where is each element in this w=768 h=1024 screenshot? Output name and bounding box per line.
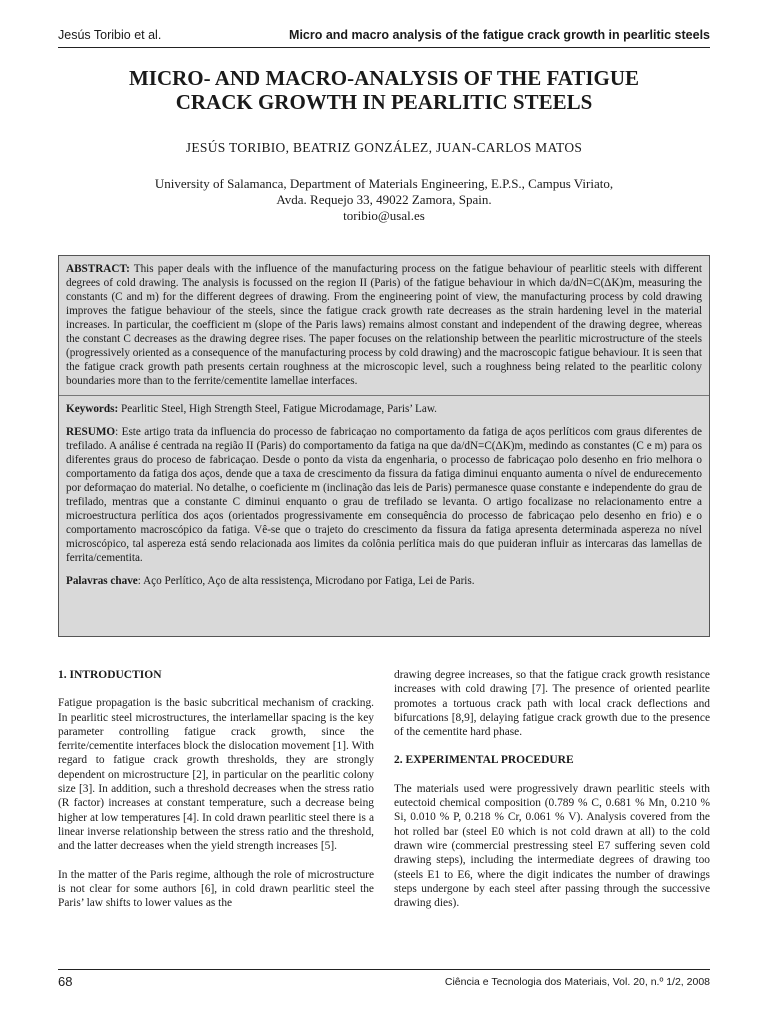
palavras-label: Palavras chave: [66, 575, 138, 587]
author-list: JESÚS TORIBIO, BEATRIZ GONZÁLEZ, JUAN-CARLOS MATOS: [185, 140, 583, 155]
section-heading-experimental: 2. EXPERIMENTAL PROCEDURE: [394, 754, 574, 767]
header-title: Micro and macro analysis of the fatigue crack growth in pearlitic steels: [289, 28, 710, 42]
left-column: [58, 668, 374, 924]
running-header: [58, 28, 710, 46]
title-line-1: MICRO- AND MACRO-ANALYSIS OF THE FATIGUE: [128, 66, 640, 90]
intro-paragraph-1: Fatigue propagation is the basic subcritical mechanism of cracking. In pearlitic steel microstructures, the interlamellar spacing is the key parameter controlling fatigue crack growth, since the ferrite/cementite interfaces block the dislocation movement [1]. With regard to fatigue crack growth thresholds, they are strongly dependent on microstructure [2], in particular on the pearlitic colony size [3]. In addition, such a threshold decreases when the stress ratio (R factor) increases at constant temperature, such a decrease being higher at low temperatures [4]. In cold drawn pearlitic steel there is a linear inverse relationship between the stress ratio and the threshold, and the latter decreases when the yield strength increases [5].: [58, 697, 374, 853]
abstract-label: ABSTRACT:: [66, 263, 130, 275]
resumo-text: : Este artigo trata da influencia do processo de fabricaçao no comportamento da fatiga de aços perlíticos com graus diferentes de trefilado. A análise é centrada na região II (Paris) do comportamento da fatiga na que da/dN=C(ΔK)m, medindo as constantes (C e m) para os diferentes graus do proceso de fabricaçao. Desde o ponto da vista da engenharia, o processo de fabricaçao polo desenho en frio melhora o comportamento da fatiga dos aços, dende que a taxa de crescimento da fissura da fatiga diminui enquanto aumenta o nível de endurecemento por deformaçao do material. No detalhe, o coeficiente m (inclinação das leis de Paris) permanesce quase constante e independente do grau de trefilado, mentras que a constante C diminui enquanto o grau de trefilado se levanta. O artigo focalizase no relacionamento entre a microestructura perlítica dos aços (orientados progressivamente em consequência do processo de fabricaçao pelo desenho en frio) e o comportamento macroscópico da fatiga. Vê-se que o trajeto do crescimento da fissura da fatiga apresenta determinada aspereza no nível microscópico, tal aspereza está sendo relacionada aos limites da colônia perlítica mais do que puideran influir as intercaras das lamellas de ferrita/cementita.: [66, 426, 702, 564]
abstract-divider: [59, 395, 709, 396]
resumo: [66, 425, 702, 565]
keywords-text: Pearlitic Steel, High Strength Steel, Fatigue Microdamage, Paris’ Law.: [121, 403, 437, 415]
keywords-label: Keywords:: [66, 403, 119, 415]
header-rule: [58, 47, 710, 48]
keywords: [66, 402, 702, 416]
palavras-chave: [66, 574, 702, 588]
right-column: [394, 668, 710, 924]
abstract: [66, 262, 702, 388]
resumo-label: RESUMO: [66, 426, 116, 438]
abstract-box: [58, 255, 710, 637]
affiliation: [58, 176, 710, 224]
affiliation-line-2: Avda. Requejo 33, 49022 Zamora, Spain.: [276, 192, 492, 207]
journal-citation: Ciência e Tecnologia dos Materiais, Vol. 20, n.º 1/2, 2008: [444, 976, 710, 988]
page-number: 68: [58, 974, 73, 989]
experimental-paragraph-1: The materials used were progressively drawn pearlitic steels with eutectoid chemical composition (0.789 % C, 0.681 % Mn, 0.210 % Si, 0.010 % P, 0.218 % Cr, 0.061 % V). Analysis covered from the hot rolled bar (steel E0 which is not cold drawn at all) to the cold drawn wire (commercial prestressing steel E7 suffering seven cold drawing steps), including the intermediate degrees of drawing too (steels E1 to E6, where the digit indicates the number of drawings steps undergone by each steel after passing through the successive drawing dies).: [394, 782, 710, 910]
footer-rule: [58, 969, 710, 970]
author-email[interactable]: toribio@usal.es: [343, 208, 425, 223]
section-heading-introduction: 1. INTRODUCTION: [58, 669, 162, 681]
affiliation-line-1: University of Salamanca, Department of Materials Engineering, E.P.S., Campus Viriato,: [154, 176, 614, 191]
title-line-2: CRACK GROWTH IN PEARLITIC STEELS: [175, 90, 593, 114]
intro-paragraph-2: In the matter of the Paris regime, although the role of microstructure is not clear for some authors [6], in cold drawn pearlitic steel the Paris’ law shifts to lower values as the: [58, 868, 374, 910]
header-authors: Jesús Toribio et al.: [58, 28, 162, 42]
abstract-text: This paper deals with the influence of the manufacturing process on the fatigue behaviour of pearlitic steels with different degrees of cold drawing. The analysis is focussed on the region II (Paris) of the fatigue behaviour in which da/dN=C(ΔK)m, measuring the constants (C and m) for the different degrees of drawing. From the engineering point of view, the manufacturing process by cold drawing improves the fatigue behaviour of the steels, since the fatigue crack growth rate decreases as the strain hardening level in the material increases. In particular, the coefficient m (slope of the Paris laws) remains almost constant and independent of the drawing degree, whereas the constant C decreases as the drawing degree rises. The paper focuses on the relationship between the pearlitic microstructure of the steels (progressively oriented as a consequence of the manufacturing process by cold drawing) and the macroscopic fatigue behaviour. It is seen that the fatigue crack growth path presents certain roughness at the microscopic level, such a roughness being related to the pearlitic colony boundaries more than to the ferrite/cementite lamellae interfaces.: [66, 263, 702, 387]
intro-paragraph-3: drawing degree increases, so that the fatigue crack growth resistance increases with cold drawing [7]. The presence of oriented pearlite promotes a tortuous crack path with local crack deflections and bifurcations [8,9], delaying fatigue crack growth due to the presence of the cementite hard phase.: [394, 669, 710, 739]
paper-title: [58, 66, 710, 114]
palavras-text: : Aço Perlítico, Aço de alta ressistença, Microdano por Fatiga, Lei de Paris.: [137, 575, 475, 587]
